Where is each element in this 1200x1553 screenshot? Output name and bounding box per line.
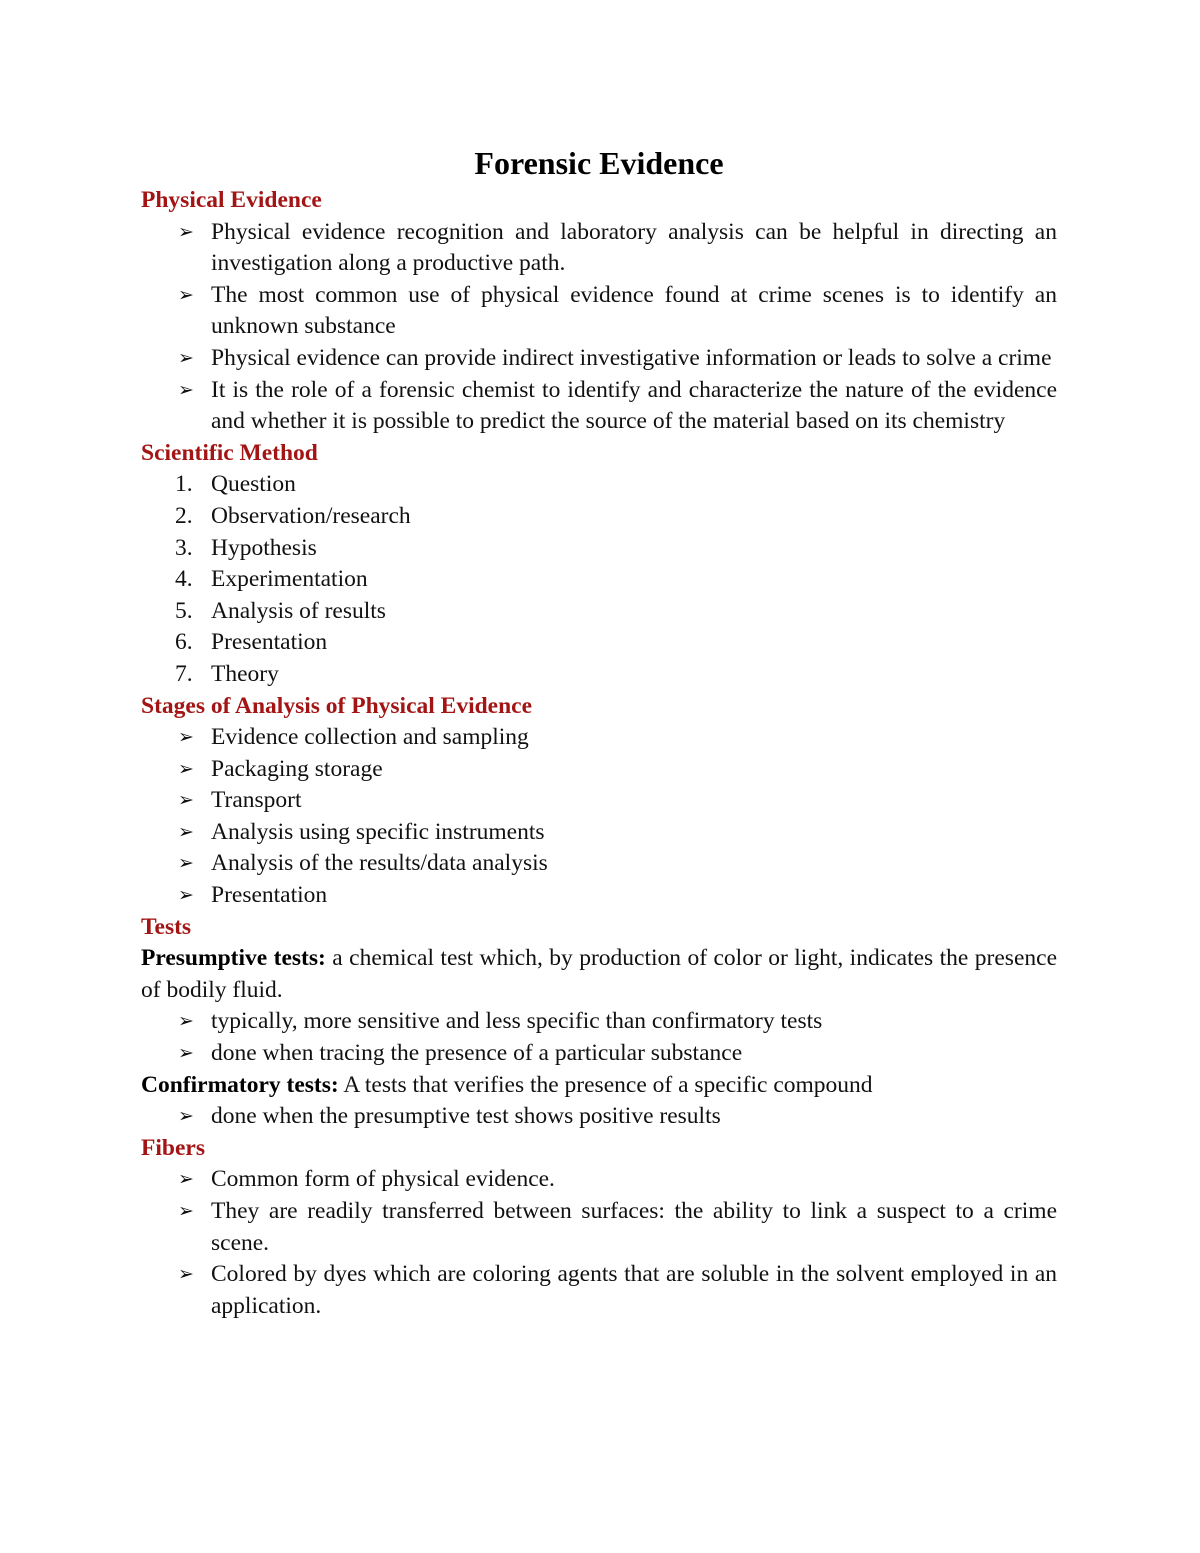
confirmatory-tests-list [141, 1101, 1057, 1133]
confirmatory-tests-paragraph: Confirmatory tests: A tests that verifies the presence of a specific compound [141, 1071, 873, 1098]
physical-evidence-list [141, 217, 1057, 438]
list-item: ➢ typically, more sensitive and less specific than confirmatory tests [141, 1006, 1057, 1038]
arrow-bullet-icon: ➢ [178, 283, 194, 306]
arrow-bullet-icon: ➢ [178, 1042, 194, 1065]
fibers-list [141, 1164, 1057, 1322]
numbered-item: 4. Experimentation [141, 564, 1057, 596]
arrow-bullet-icon: ➢ [178, 726, 194, 749]
arrow-bullet-icon: ➢ [178, 378, 194, 401]
item-number: 7. [175, 660, 193, 687]
arrow-bullet-icon: ➢ [178, 757, 194, 780]
list-item: ➢ The most common use of physical evidence found at crime scenes is to identify an unknown substance [178, 281, 1057, 340]
numbered-item: 6. Presentation [141, 627, 1057, 659]
arrow-bullet-icon: ➢ [178, 1105, 194, 1128]
list-item: ➢ Physical evidence can provide indirect investigative information or leads to solve a crime [141, 343, 1057, 375]
document-body [141, 141, 1057, 1322]
list-item: ➢ Analysis using specific instruments [141, 817, 1057, 849]
numbered-item: 5. Analysis of results [141, 596, 1057, 628]
arrow-bullet-icon: ➢ [178, 884, 194, 907]
stages-list [141, 722, 1057, 912]
list-item: ➢ Analysis of the results/data analysis [141, 848, 1057, 880]
arrow-bullet-icon: ➢ [178, 1168, 194, 1191]
item-number: 6. [175, 629, 193, 656]
list-item: ➢ Transport [141, 785, 1057, 817]
arrow-bullet-icon: ➢ [178, 220, 194, 243]
numbered-item: 1. Question [141, 469, 1057, 501]
heading-fibers: Fibers [141, 1134, 205, 1161]
heading-physical-evidence: Physical Evidence [141, 187, 322, 213]
list-item: ➢ done when tracing the presence of a particular substance [141, 1038, 1057, 1070]
heading-stages-of-analysis: Stages of Analysis of Physical Evidence [141, 692, 533, 719]
presumptive-tests-list [141, 1006, 1057, 1069]
numbered-item: 3. Hypothesis [141, 533, 1057, 565]
arrow-bullet-icon: ➢ [178, 346, 194, 369]
list-item: ➢ Colored by dyes which are coloring agents that are soluble in the solvent employed in an application. [178, 1261, 1057, 1319]
item-number: 5. [175, 597, 193, 624]
arrow-bullet-icon: ➢ [178, 1200, 194, 1222]
list-item: ➢ Packaging storage [141, 754, 1057, 786]
presumptive-tests-paragraph: Presumptive tests: a chemical test which, by production of color or light, indicates the presence of bodily fluid. [141, 945, 1057, 1003]
numbered-item: 2. Observation/research [141, 501, 1057, 533]
scientific-method-list [141, 469, 1057, 690]
list-item: ➢ Presentation [141, 880, 1057, 912]
heading-tests: Tests [141, 913, 192, 940]
heading-scientific-method: Scientific Method [141, 439, 318, 466]
arrow-bullet-icon: ➢ [178, 1263, 194, 1286]
numbered-item: 7. Theory [141, 659, 1057, 691]
arrow-bullet-icon: ➢ [178, 820, 194, 843]
presumptive-tests-label: Presumptive tests: [141, 945, 326, 972]
item-number: 3. [175, 534, 193, 561]
list-item: ➢ Evidence collection and sampling [141, 722, 1057, 754]
item-number: 2. [175, 502, 193, 529]
arrow-bullet-icon: ➢ [178, 789, 194, 812]
arrow-bullet-icon: ➢ [178, 852, 194, 875]
list-item: ➢ done when the presumptive test shows positive results [141, 1101, 1057, 1133]
item-number: 4. [175, 566, 193, 593]
arrow-bullet-icon: ➢ [178, 1010, 194, 1033]
page-title: Forensic Evidence [474, 145, 724, 181]
list-item: ➢ They are readily transferred between surfaces: the ability to link a suspect to a crime scene. [178, 1198, 1057, 1256]
list-item: ➢ Physical evidence recognition and laboratory analysis can be helpful in directing an investigation along a productive path. [178, 218, 1057, 277]
list-item: ➢ It is the role of a forensic chemist to identify and characterize the nature of the evidence and whether it is possible to predict the source of the material based on its chemistry [178, 376, 1057, 435]
item-number: 1. [175, 471, 193, 498]
list-item: ➢ Common form of physical evidence. [141, 1164, 1057, 1196]
confirmatory-tests-label: Confirmatory tests: [141, 1071, 339, 1098]
